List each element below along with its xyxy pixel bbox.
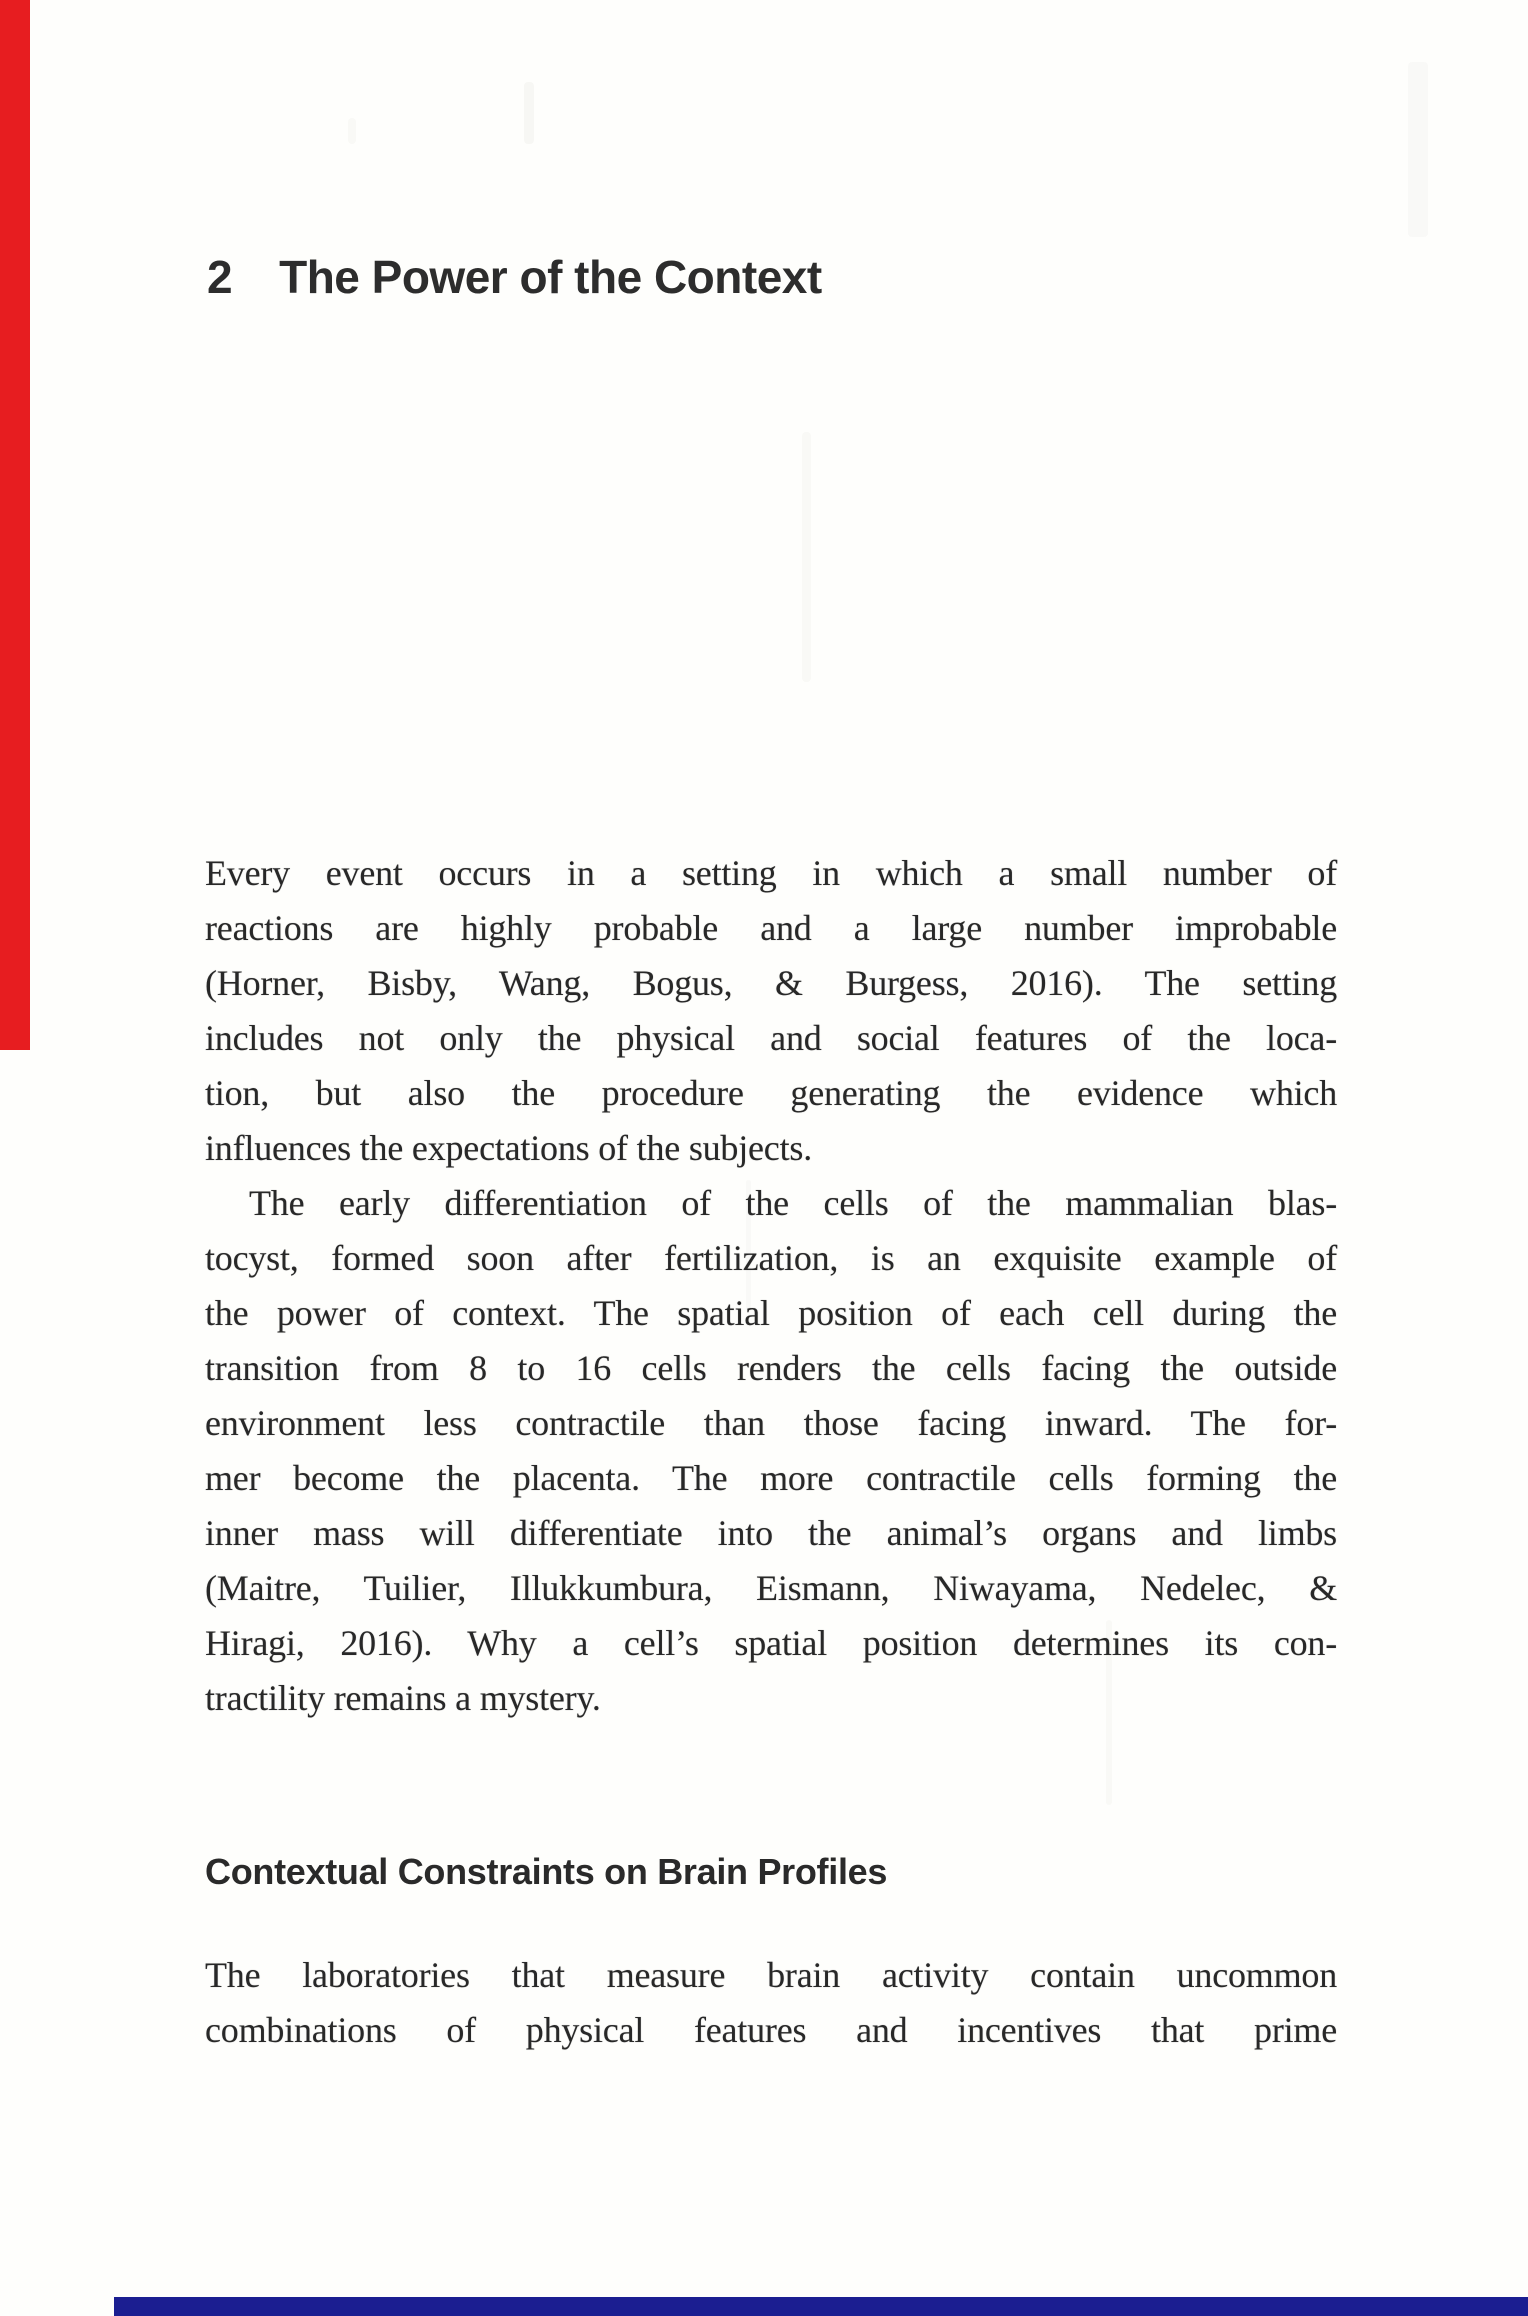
chapter-heading bbox=[207, 250, 822, 304]
paragraph bbox=[205, 846, 1337, 1176]
chapter-title: The Power of the Context bbox=[279, 251, 822, 303]
paragraph bbox=[205, 1176, 1337, 1726]
text-line: inner mass will differentiate into the animal’s organs and limbs bbox=[205, 1513, 1337, 1553]
text-line: (Maitre, Tuilier, Illukkumbura, Eismann, Niwayama, Nedelec, & bbox=[205, 1568, 1337, 1608]
text-line: mer become the placenta. The more contractile cells forming the bbox=[205, 1458, 1337, 1498]
text-line: transition from 8 to 16 cells renders the cells facing the outside bbox=[205, 1348, 1337, 1388]
text-line: Hiragi, 2016). Why a cell’s spatial position determines its con- bbox=[205, 1623, 1337, 1663]
text-line: tocyst, formed soon after fertilization, is an exquisite example of bbox=[205, 1238, 1337, 1278]
scan-smudge bbox=[348, 118, 356, 144]
scan-smudge bbox=[802, 432, 811, 682]
chapter-number: 2 bbox=[207, 251, 233, 303]
text-line: (Horner, Bisby, Wang, Bogus, & Burgess, 2016). The setting bbox=[205, 963, 1337, 1003]
text-line: environment less contractile than those facing inward. The for- bbox=[205, 1403, 1337, 1443]
text-line: influences the expectations of the subjects. bbox=[205, 1128, 812, 1168]
text-line: tion, but also the procedure generating the evidence which bbox=[205, 1073, 1337, 1113]
text-line: Every event occurs in a setting in which a small number of bbox=[205, 853, 1337, 893]
footer-text-block bbox=[205, 1948, 1337, 2058]
body-text-block bbox=[205, 846, 1337, 1726]
text-line: includes not only the physical and social features of the loca- bbox=[205, 1018, 1337, 1058]
paragraph bbox=[205, 1948, 1337, 2058]
section-heading: Contextual Constraints on Brain Profiles bbox=[205, 1851, 888, 1892]
text-line: the power of context. The spatial position of each cell during the bbox=[205, 1293, 1337, 1333]
text-line: tractility remains a mystery. bbox=[205, 1678, 601, 1718]
left-red-scan-strip bbox=[0, 0, 30, 1050]
text-line: reactions are highly probable and a large number improbable bbox=[205, 908, 1337, 948]
text-line: The early differentiation of the cells of the mammalian blas- bbox=[249, 1183, 1337, 1223]
scan-smudge bbox=[1408, 62, 1428, 237]
text-line: combinations of physical features and incentives that prime bbox=[205, 2010, 1337, 2050]
text-line: The laboratories that measure brain activity contain uncommon bbox=[205, 1955, 1337, 1995]
scan-smudge bbox=[524, 82, 534, 144]
bottom-blue-scan-strip bbox=[114, 2297, 1528, 2316]
